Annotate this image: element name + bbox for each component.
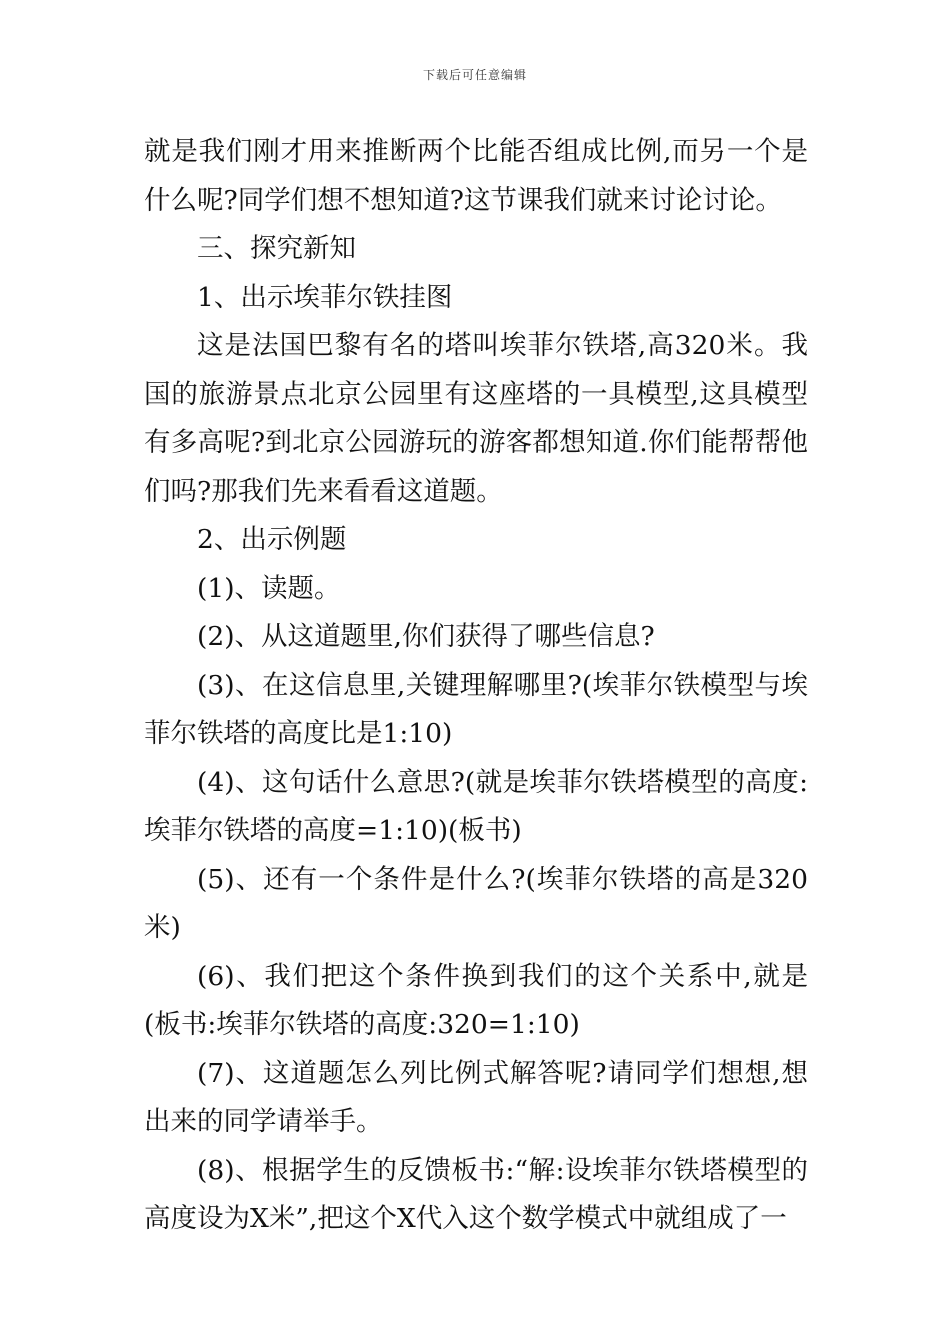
page-header: 下载后可任意编辑 [422, 68, 527, 82]
paragraph-continuation: 就是我们刚才用来推断两个比能否组成比例,而另一个是什么呢?同学们想不想知道?这节课我们就来讨论讨论。 [144, 136, 808, 216]
list-item: (6)、我们把这个条件换到我们的这个关系中,就是(板书:埃菲尔铁塔的高度:320=1:10) [144, 960, 808, 1040]
step-heading: 2、出示例题 [197, 524, 347, 555]
step-heading: 1、出示埃菲尔铁挂图 [197, 281, 453, 313]
list-item: (2)、从这道题里,你们获得了哪些信息? [197, 621, 655, 652]
list-item: (1)、读题。 [197, 572, 341, 604]
list-item: (8)、根据学生的反馈板书:“解:设埃菲尔铁塔模型的高度设为X米”,把这个X代入这个数学模式中就组成了一 [144, 1154, 808, 1234]
list-item: (5)、还有一个条件是什么?(埃菲尔铁塔的高是320米) [144, 863, 808, 943]
paragraph: 这是法国巴黎有名的塔叫埃菲尔铁塔,高320米。我国的旅游景点北京公园里有这座塔的一具模型,这具模型有多高呢?到北京公园游玩的游客都想知道.你们能帮帮他们吗?那我们先来看看这道题。 [144, 330, 808, 507]
list-item: (3)、在这信息里,关键理解哪里?(埃菲尔铁模型与埃菲尔铁塔的高度比是1:10) [144, 669, 808, 749]
document-body [144, 128, 808, 1244]
list-item: (4)、这句话什么意思?(就是埃菲尔铁塔模型的高度:埃菲尔铁塔的高度=1:10)(板书) [144, 766, 808, 846]
section-heading: 三、探究新知 [197, 233, 356, 264]
list-item: (7)、这道题怎么列比例式解答呢?请同学们想想,想出来的同学请举手。 [144, 1057, 808, 1137]
